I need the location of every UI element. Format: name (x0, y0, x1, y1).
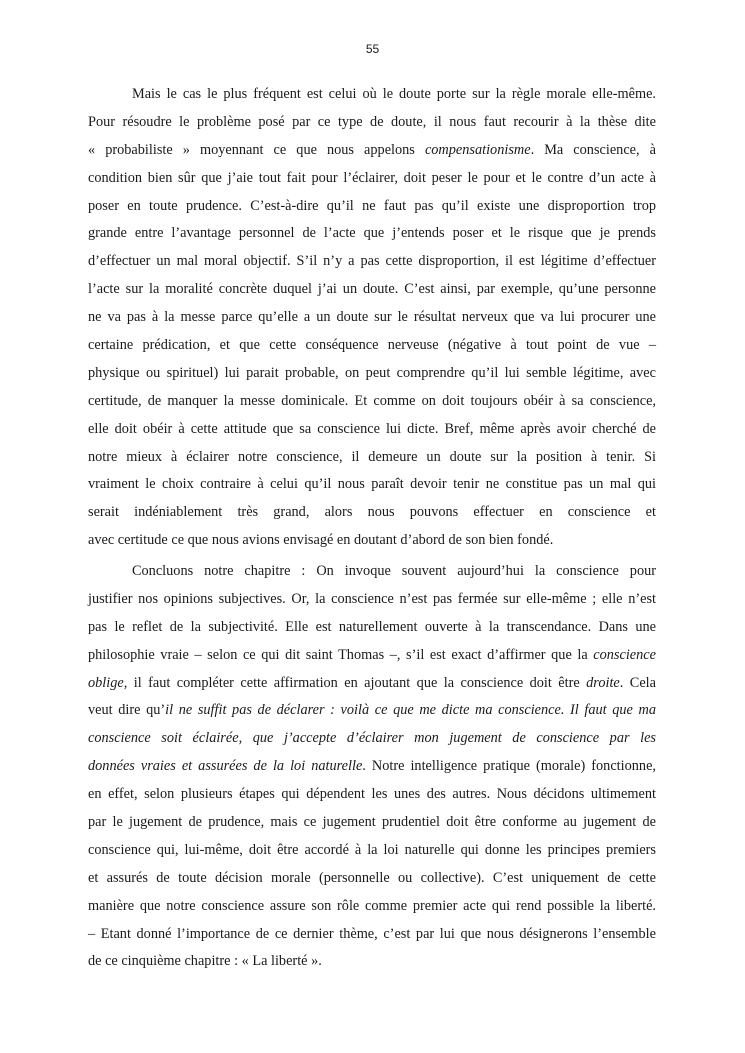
italic-segment: droite (586, 674, 620, 691)
text-line (88, 781, 656, 809)
text-segment: justifier nos opinions subjectives. Or, la conscience n’est pas fermée sur elle-même ; elle n’est (88, 590, 656, 607)
text-line (88, 499, 656, 527)
text-segment: certaine prédication, et que cette conséquence nerveuse (négative à tout point de vue – (88, 337, 656, 354)
text-segment: en effet, selon plusieurs étapes qui dépendent les unes des autres. Nous décidons ultimement (88, 786, 656, 803)
text-line (88, 81, 656, 109)
text-line (88, 670, 656, 698)
paragraph-1 (88, 81, 656, 555)
text-line (88, 332, 656, 360)
text-line (88, 614, 656, 642)
text-segment: notre mieux à éclairer notre conscience, il demeure un doute sur la position à tenir. Si (88, 448, 656, 465)
text-segment: ne va pas à la messe parce qu’elle a un doute sur le résultat nerveux que va lui procurer une (88, 309, 656, 326)
text-line (88, 137, 656, 165)
text-segment: . Notre intelligence pratique (morale) fonctionne, (362, 758, 656, 775)
text-segment: certitude, de manquer la messe dominicale. Et comme on doit toujours obéir à sa conscience, (88, 392, 656, 409)
italic-segment: il ne suffit pas de déclarer : voilà ce que me dicte ma conscience. Il faut que ma (165, 702, 656, 719)
text-line (88, 753, 656, 781)
text-line (88, 921, 656, 949)
text-segment: l’acte sur la moralité concrète duquel j’ai un doute. C’est ainsi, par exemple, qu’une personne (88, 281, 656, 298)
text-line (88, 586, 656, 614)
text-line (88, 109, 656, 137)
text-segment: , il faut compléter cette affirmation en ajoutant que la conscience doit être (123, 674, 587, 691)
text-segment: philosophie vraie – selon ce qui dit saint Thomas –, s’il est exact d’affirmer que la (88, 646, 594, 663)
text-segment: serait indéniablement très grand, alors nous pouvons effectuer en conscience et (88, 504, 656, 521)
text-segment: conscience qui, lui-même, doit être accordé à la loi naturelle qui donne les principes premiers (88, 841, 656, 858)
text-line (88, 416, 656, 444)
text-line (88, 809, 656, 837)
italic-segment: conscience (593, 646, 656, 663)
page-number: 55 (365, 42, 380, 56)
text-line (88, 725, 656, 753)
text-line (88, 248, 656, 276)
italic-segment: compensationisme (424, 141, 531, 158)
text-segment: . Cela (619, 674, 656, 691)
text-segment: et assurés de toute décision morale (personnelle ou collective). C’est uniquement de cette (88, 869, 656, 886)
text-segment: Pour résoudre le problème posé par ce type de doute, il nous faut recourir à la thèse dite (88, 113, 656, 130)
paragraph-2 (88, 558, 656, 976)
text-segment: Concluons notre chapitre : On invoque souvent aujourd’hui la conscience pour (132, 563, 656, 579)
text-segment: grande entre l’avantage personnel de l’acte que j’entends poser et le risque que je prends (88, 225, 656, 242)
text-line (88, 193, 656, 221)
text-line (88, 558, 656, 586)
text-line (88, 837, 656, 865)
text-line (88, 304, 656, 332)
text-segment: manière que notre conscience assure son rôle comme premier acte qui rend possible la liberté. (88, 897, 656, 914)
text-segment: pas le reflet de la subjectivité. Elle est naturellement ouverte à la transcendance. Dans une (88, 618, 656, 635)
text-segment: . Ma conscience, à (530, 141, 656, 158)
text-line (88, 276, 656, 304)
text-line (88, 527, 656, 555)
text-line (88, 865, 656, 893)
text-segment: vraiment le choix contraire à celui qu’il nous paraît devoir tenir ne constitue pas un mal qui (88, 476, 656, 493)
text-segment: par le jugement de prudence, mais ce jugement prudentiel doit être conforme au jugement de (88, 814, 656, 831)
text-segment: Mais le cas le plus fréquent est celui où le doute porte sur la règle morale elle-même. (132, 86, 656, 102)
text-segment: d’effectuer un mal moral objectif. S’il n’y a pas cette disproportion, il est légitime d’effectuer (88, 253, 656, 270)
text-line (88, 360, 656, 388)
text-segment: de ce cinquième chapitre : « La liberté ». (88, 953, 322, 970)
text-segment: avec certitude ce que nous avions envisagé en doutant d’abord de son bien fondé. (88, 532, 554, 549)
text-line (88, 893, 656, 921)
text-segment: veut dire qu’ (88, 702, 166, 719)
text-segment: « probabiliste » moyennant ce que nous appelons (88, 141, 425, 158)
text-line (88, 642, 656, 670)
text-segment: condition bien sûr que j’aie tout fait pour l’éclairer, doit peser le pour et le contre d’un acte à (88, 169, 656, 186)
text-segment: elle doit obéir à cette attitude que sa conscience lui dicte. Bref, même après avoir cherché de (88, 420, 656, 437)
text-line (88, 444, 656, 472)
text-line (88, 948, 656, 976)
text-segment: poser en toute prudence. C’est-à-dire qu’il ne faut pas qu’il existe une disproportion trop (88, 197, 656, 214)
italic-segment: oblige (88, 674, 124, 691)
text-segment: – Etant donné l’importance de ce dernier thème, c’est par lui que nous désignerons l’ensemble (88, 925, 656, 942)
text-line (88, 165, 656, 193)
text-line (88, 697, 656, 725)
italic-segment: données vraies et assurées de la loi naturelle (88, 758, 363, 775)
text-line (88, 388, 656, 416)
text-segment: physique ou spirituel) lui parait probable, on peut comprendre qu’il lui semble légitime, avec (88, 364, 656, 381)
italic-segment: conscience soit éclairée, que j’accepte d’éclairer mon jugement de conscience par les (88, 730, 656, 747)
text-line (88, 471, 656, 499)
text-line (88, 220, 656, 248)
